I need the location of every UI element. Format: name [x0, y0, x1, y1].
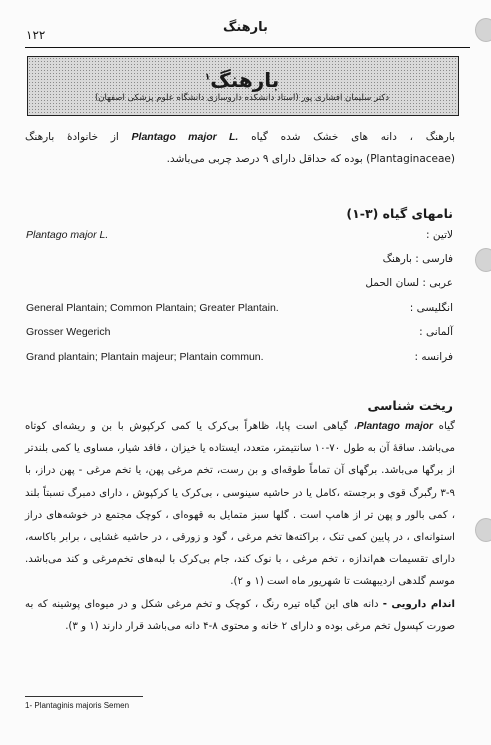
- morph-text-pre: گیاه: [438, 421, 455, 432]
- names-heading: نامهای گیاه (۳-۱): [346, 206, 453, 221]
- punch-hole: [475, 518, 491, 542]
- footnote-rule: [25, 696, 143, 697]
- article-title-text: بارهنگ: [210, 68, 280, 92]
- name-label-german: آلمانی :: [419, 326, 453, 338]
- intro-paragraph: [25, 126, 455, 170]
- morphology-body: [25, 416, 455, 638]
- name-value-german: Grosser Wegerich: [26, 326, 111, 338]
- page-number: ۱۲۲: [26, 28, 46, 42]
- morph-latin-name: Plantago major: [356, 421, 433, 432]
- name-label-persian: فارسی : بارهنگ: [382, 253, 453, 265]
- morph-text: ، گیاهی است پایا، ظاهراً بی‌کرک یا کمی کرکپوش با بن و ریشه‌ای کوتاه می‌باشد. ساقهٔ آن به طول ۷۰-۱۰ سانتیمتر، متعدد، ایستاده یا خیزان ، فاقد شیار، مساوی یا کمی بلندتر از برگها می‌باشد. برگهای آن تماماً طوقه‌ای و بن رست، تخم مرغی پهن، یا تخم مرغی - پهن دراز، با ۹-۳ رگبرگ قوی و برجسته ،کامل یا در حاشیه سینوسی ، بی‌کرک یا کرکپوش ، دارای دمبرگ نسبتاً بلند ، کمی بالور و پهن تر از هامپ است . گلها سبز متمایل به قهوه‌ای ، کوچک مجتمع در خوشه‌های دراز استوانه‌ای ، در پایین کمی تنک ، براکته‌ها تخم مرغی ، گود و زورقی ، در حاشیه غشایی ، برابر باکاسه، دارای تقسیمات هم‌اندازه ، تخم مرغی ، با نوک کند، جام بی‌کرک با لبه‌های تخم‌مرغی و کند می‌باشد. موسم گلدهی اردیبهشت تا شهریور ماه است (۱ و ۲).: [25, 421, 455, 588]
- name-value-french: Grand plantain; Plantain majeur; Plantain commun.: [26, 351, 264, 363]
- name-value-latin: Plantago major L.: [26, 229, 109, 241]
- intro-text-pre: بارهنگ ، دانه های خشک شده گیاه: [251, 131, 455, 143]
- medicinal-part-text: دانه های این گیاه تیره رنگ ، کوچک و تخم مرغی شکل و در میوه‌ای پوشینه که به صورت کپسول تخم مرغی بوده و دارای ۲ خانه و محتوی ۸-۴ دانه می‌باشد قرار دارند (۱ و ۳).: [25, 598, 455, 632]
- intro-line-1: [25, 126, 455, 148]
- medicinal-part-label: اندام دارویی -: [382, 598, 455, 610]
- morphology-heading: ریخت شناسی: [367, 398, 453, 413]
- punch-hole: [475, 248, 491, 272]
- article-title: [27, 68, 457, 92]
- running-header-title: بارهنگ: [223, 20, 268, 35]
- name-label-latin: لاتین :: [426, 229, 453, 241]
- name-label-arabic: عربی : لسان الحمل: [365, 277, 453, 289]
- name-label-english: انگلیسی :: [409, 302, 453, 314]
- intro-latin-name: Plantago major L.: [131, 131, 239, 143]
- header-rule: [25, 47, 470, 48]
- intro-text-post: از خانوادهٔ بارهنگ: [25, 131, 119, 143]
- author-line: دکتر سلیمان افشاری پور (استاد دانشکده داروسازی دانشگاه علوم پزشکی اصفهان): [94, 93, 390, 103]
- intro-line-2: (Plantaginaceae) بوده که حداقل دارای ۹ درصد چربی می‌باشد.: [166, 153, 455, 165]
- footnote: 1- Plantaginis majoris Semen: [25, 701, 130, 710]
- footnote-mark: ۱: [204, 72, 211, 83]
- name-label-french: فرانسه :: [414, 351, 453, 363]
- name-value-english: General Plantain; Common Plantain; Greater Plantain.: [26, 302, 279, 314]
